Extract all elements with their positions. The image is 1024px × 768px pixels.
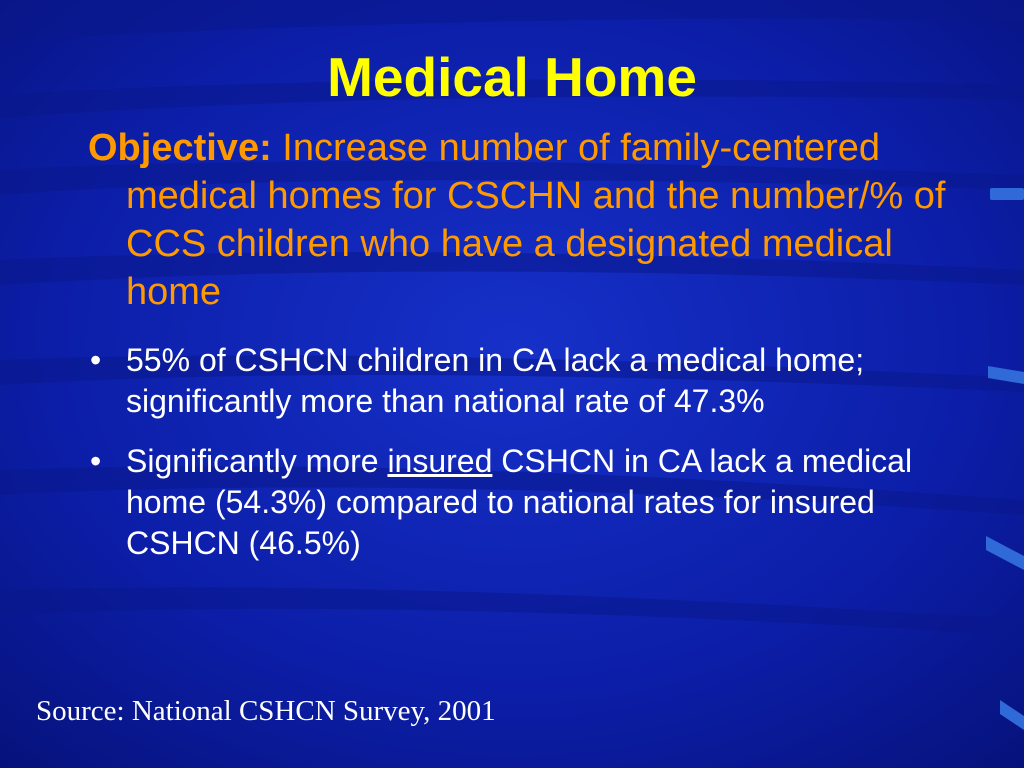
- bullet-item: [88, 340, 948, 422]
- source-citation: Source: National CSHCN Survey, 2001: [36, 695, 496, 727]
- objective-label: Objective:: [88, 127, 272, 169]
- slide-title: Medical Home: [327, 46, 697, 108]
- emphasis-insured: insured: [387, 443, 493, 479]
- bullet-item: [88, 441, 948, 564]
- bullet-text-end: CSHCN in CA lack a medical home (54.3%) compared to national rates for insured CSHCN (46.5%): [126, 443, 913, 561]
- objective-text: Increase number of family-centered medical homes for CSCHN and the number/% of CCS children who have a designated medical home: [126, 127, 946, 313]
- bullet-marker: •: [90, 443, 102, 479]
- bullet-list: [88, 340, 948, 583]
- bullet-text: 55% of CSHCN children in CA lack a medical home; significantly more than national rate of 47.3%: [126, 342, 865, 419]
- bullet-text-start: Significantly more: [126, 443, 388, 479]
- objective-statement: [88, 124, 986, 316]
- bullet-marker: •: [90, 342, 102, 378]
